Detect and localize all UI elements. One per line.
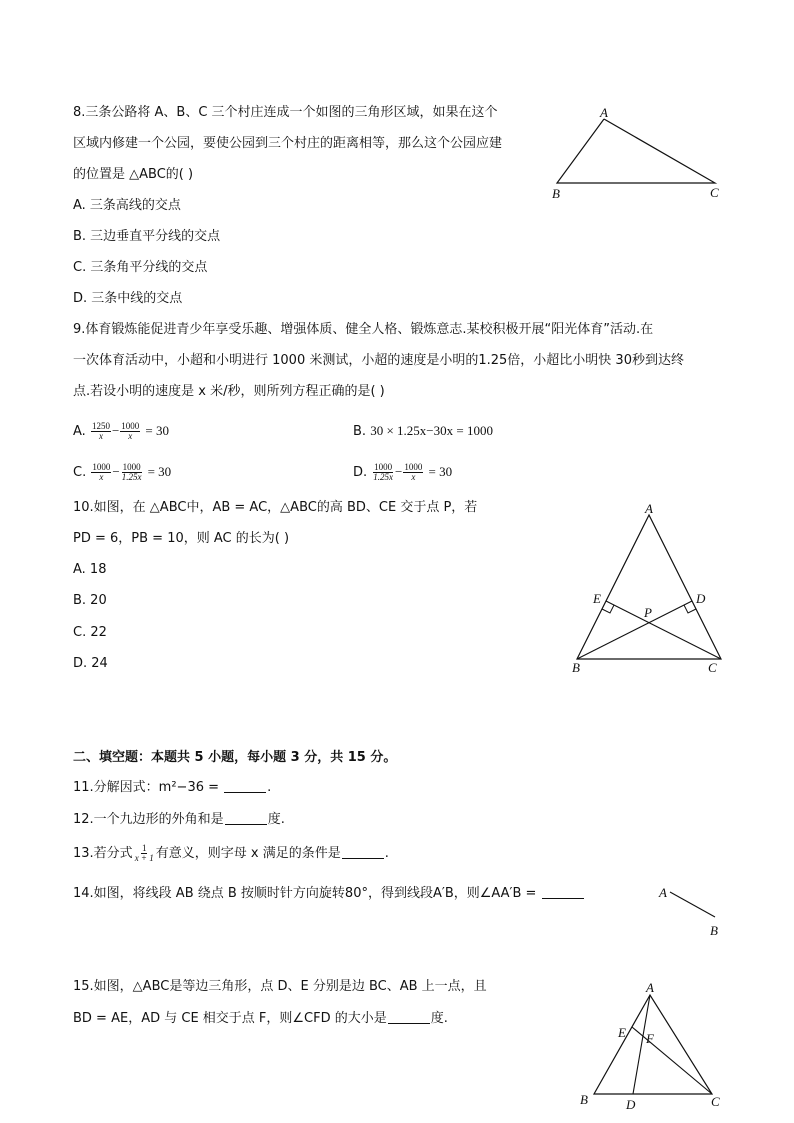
q14-segment-figure xyxy=(650,878,730,940)
q8-fig-label-b: B xyxy=(552,186,560,201)
q9-c-fraction-2: $\frac{1000}{1.25x}$ xyxy=(121,462,142,482)
q10-option-d: D. 24 xyxy=(73,656,108,671)
q9-line-1: 9.体育锻炼能促进青少年享受乐趣、增强体质、健全人格、锻炼意志.某校积极开展“阳光体育”活动.在 xyxy=(73,322,654,337)
q10-fig-label-b: B xyxy=(572,660,580,675)
q15-answer-blank[interactable] xyxy=(388,1023,430,1024)
q15-fig-label-a: A xyxy=(646,980,654,995)
q14-answer-blank[interactable] xyxy=(542,898,584,899)
q15-line-2: BD = AE，AD 与 CE 相交于点 F，则∠CFD 的大小是 度. xyxy=(73,1011,448,1026)
section-2-heading: 二、填空题：本题共 5 小题，每小题 3 分，共 15 分。 xyxy=(73,750,397,765)
q12-answer-blank[interactable] xyxy=(225,824,267,825)
q8-fig-label-a: A xyxy=(600,105,608,120)
q9-d-fraction-2: $\frac{1000}{x}$ xyxy=(404,462,423,482)
q13-answer-blank[interactable] xyxy=(342,858,384,859)
q11-answer-blank[interactable] xyxy=(224,792,266,793)
q9-line-2: 一次体育活动中，小超和小明进行 1000 米测试，小超的速度是小明的1.25倍，小超比小明快 30秒到达终 xyxy=(73,353,684,368)
q15-triangle-figure xyxy=(572,975,747,1115)
q8-line-3: 的位置是 △ABC的( ) xyxy=(73,167,194,182)
q8-option-a: A. 三条高线的交点 xyxy=(73,198,181,213)
q9-option-d: D. $\frac{1000}{1.25x}$ − $\frac{1000}{x}$ = 30 xyxy=(353,462,453,482)
q9-option-a: A. $\frac{1250}{x}$ − $\frac{1000}{x}$ = 30 xyxy=(73,421,170,441)
q15-fig-label-f: F xyxy=(646,1031,654,1046)
q14-fig-label-a: A xyxy=(659,885,667,900)
q10-triangle-figure xyxy=(560,495,740,680)
q14-fig-label-b: B xyxy=(710,923,718,938)
q13: 13.若分式 $\frac{1}{x + 1}$ 有意义，则字母 x 满足的条件是 . xyxy=(73,843,389,863)
q15-fig-label-b: B xyxy=(580,1092,588,1107)
q11: 11.分解因式：m²−36 = . xyxy=(73,780,272,795)
q8-triangle-figure xyxy=(540,100,740,205)
q8-line-1: 8.三条公路将 A、B、C 三个村庄连成一个如图的三角形区域，如果在这个 xyxy=(73,105,498,120)
q12: 12.一个九边形的外角和是 度. xyxy=(73,812,285,827)
q10-option-c: C. 22 xyxy=(73,625,107,640)
q10-option-b: B. 20 xyxy=(73,593,107,608)
q10-option-a: A. 18 xyxy=(73,562,107,577)
q8-option-c: C. 三条角平分线的交点 xyxy=(73,260,208,275)
q9-d-fraction-1: $\frac{1000}{1.25x}$ xyxy=(373,462,394,482)
q9-a-fraction-1: $\frac{1250}{x}$ xyxy=(91,421,110,441)
q10-fig-label-e: E xyxy=(593,591,601,606)
q9-a-fraction-2: $\frac{1000}{x}$ xyxy=(121,421,140,441)
q15-fig-label-d: D xyxy=(626,1097,636,1112)
q10-line-1: 10.如图，在 △ABC中，AB = AC，△ABC的高 BD、CE 交于点 P，若 xyxy=(73,500,478,515)
q8-option-d: D. 三条中线的交点 xyxy=(73,291,183,306)
q8-option-b: B. 三边垂直平分线的交点 xyxy=(73,229,221,244)
q9-line-3: 点.若设小明的速度是 x 米/秒，则所列方程正确的是( ) xyxy=(73,384,385,399)
q10-fig-label-a: A xyxy=(645,501,653,516)
q8-line-2: 区域内修建一个公园，要使公园到三个村庄的距离相等，那么这个公园应建 xyxy=(73,136,503,151)
q14: 14.如图，将线段 AB 绕点 B 按顺时针方向旋转80°，得到线段A′B，则∠AA′B = xyxy=(73,885,585,903)
q10-fig-label-p: P xyxy=(644,605,652,620)
q10-fig-label-c: C xyxy=(708,660,717,675)
q15-fig-label-e: E xyxy=(618,1025,626,1040)
q13-fraction: $\frac{1}{x + 1}$ xyxy=(134,843,154,863)
q9-option-b: B. 30 × 1.25x−30x = 1000 xyxy=(353,423,493,439)
q10-line-2: PD = 6，PB = 10，则 AC 的长为( ) xyxy=(73,531,290,546)
q8-fig-label-c: C xyxy=(710,185,719,200)
q9-option-c: C. $\frac{1000}{x}$ − $\frac{1000}{1.25x}$ = 30 xyxy=(73,462,172,482)
q10-fig-label-d: D xyxy=(696,591,706,606)
q15-line-1: 15.如图，△ABC是等边三角形，点 D、E 分别是边 BC、AB 上一点，且 xyxy=(73,979,487,994)
q9-c-fraction-1: $\frac{1000}{x}$ xyxy=(92,462,111,482)
q15-fig-label-c: C xyxy=(711,1094,720,1109)
